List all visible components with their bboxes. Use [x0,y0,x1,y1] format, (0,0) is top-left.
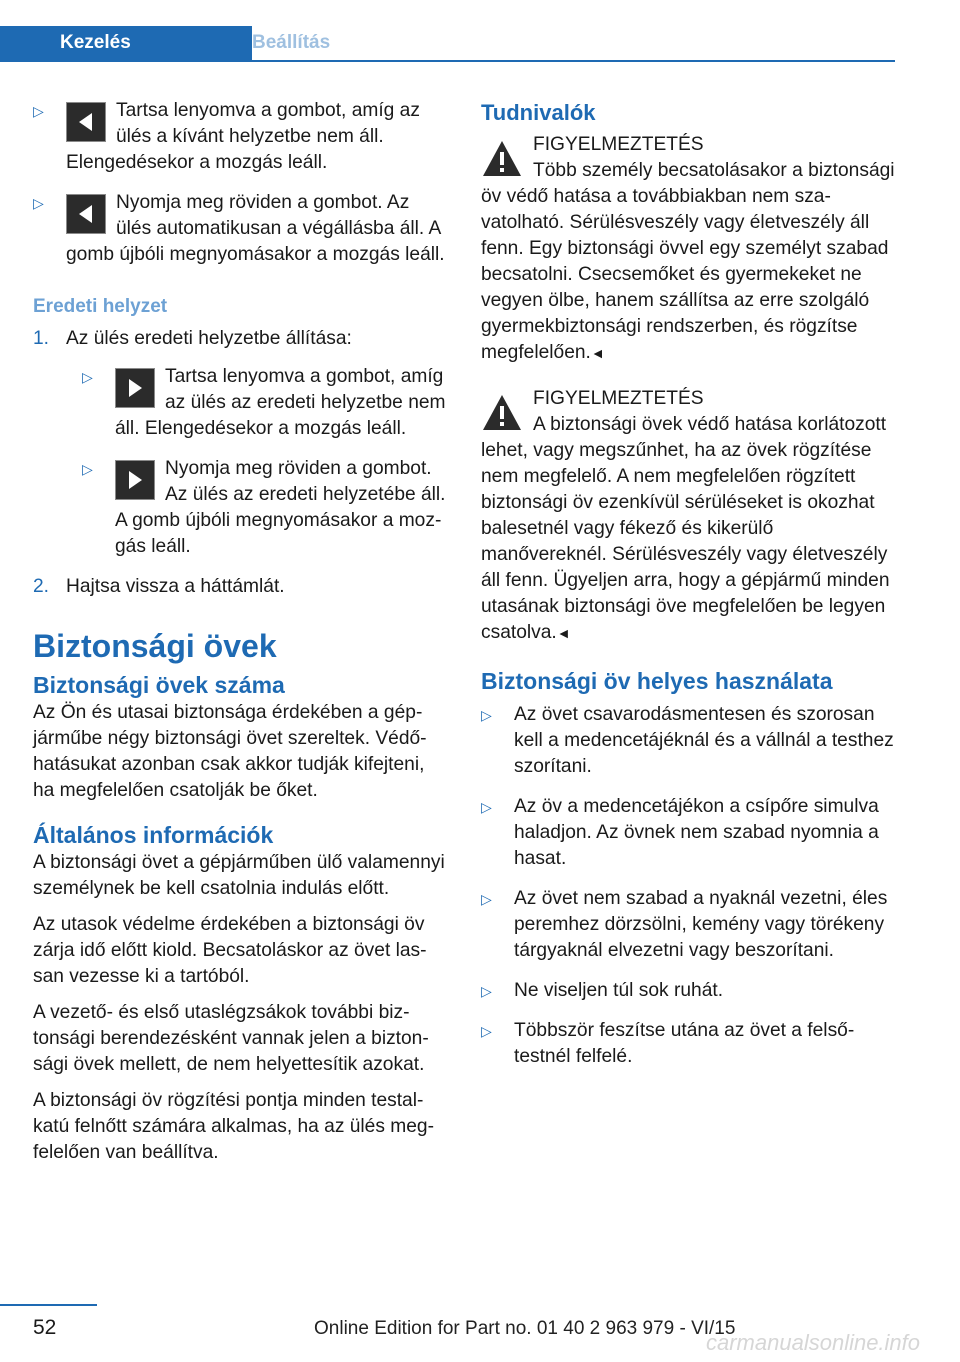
warning-title: FIGYELMEZTETÉS [533,134,704,155]
paragraph: A vezető- és első utaslégzsákok további biztonsági berendezésként vannak jelen a biztonsági övek mellett, de nem helyettesítik azokat. [33,1002,429,1075]
list-item-text: Az övet csavarodásmentesen és szorosan kell a medencetájéknál és a vállnál a testhez szorítani. [514,704,894,777]
bullet-triangle-icon: ▷ [481,799,492,815]
section-heading: Tudnivalók [481,100,596,125]
list-item [481,1018,895,1070]
tab-kezeles[interactable]: Kezelés [0,26,252,60]
list-item [481,978,895,1004]
seat-left-button-icon [66,102,106,142]
list-item-text: Az övet nem szabad a nyaknál vezetni, éles peremhez dörzsölni, kemény vagy törékeny tárgyaknál elvezetni vagy beszorítani. [514,888,888,961]
item-text: Az ülés eredeti helyzetbe állítása: [66,328,352,349]
page-number: 52 [33,1316,57,1339]
list-item-text: Nyomja meg röviden a gombot. Az ülés automatikusan a végállásba áll. A gomb újbóli megnyomásakor a mozgás leáll. [66,192,445,265]
bullet-triangle-icon: ▷ [481,891,492,907]
list-item-text: Többször feszítse utána az övet a felsőtestnél felfelé. [514,1020,855,1067]
list-item [481,702,895,780]
bullet-triangle-icon: ▷ [33,103,44,119]
list-item-text: Az öv a medencetájékon a csípőre simulva haladjon. Az övnek nem szabad nyomnia a hasat. [514,796,879,869]
warning-block [481,132,895,366]
numbered-item [33,574,448,600]
section-heading: Eredeti helyzet [33,296,168,317]
list-item-text: Tartsa lenyomva a gombot, amíg az ülés az eredeti helyzetbe nem áll. Elengedésekor a mozgás leáll. [115,366,446,439]
paragraph: Az utasok védelme érdekében a biztonsági öv zárja idő előtt kiold. Becsatoláskor az övet lassan vezesse ki a tartóból. [33,914,427,987]
right-column [481,98,895,1084]
footer-divider [0,1304,97,1306]
header-tabs [0,26,895,62]
left-column [33,98,448,1176]
section-heading: Biztonsági övek száma [33,672,285,698]
warning-text: A biztonsági övek védő hatása korlátozott lehet, vagy megszűnhet, ha az övek rögzítése nem megfelelő. A nem megfelelően rögzített biztonsági öv ezenkívül sérüléseket is okozhat balesetnél vagy fékező és kikerülő manővereknél. Sérülésveszély vagy életveszély áll fenn. Ügyeljen arra, hogy a gépjármű minden utasának biztonsági öve megfelelően be legyen csatolva. [481,414,890,643]
bullet-triangle-icon: ▷ [481,983,492,999]
warning-text: Több személy becsatolásakor a biztonsági öv védő hatása a továbbiakban nem szavatolható. Sérülésveszély vagy életveszély áll fenn. Egy biztonsági övvel egy személyt szabad becsatolni. Csecsemőket és gyermekeket ne vegyen ölbe, hanem szállítsa az erre szolgáló gyermekbiztonsági rendszerben, és rögzítse megfelelően. [481,160,895,363]
item-text: Hajtsa vissza a háttámlát. [66,576,285,597]
list-item [33,190,448,268]
end-mark: ◄ [590,345,605,361]
warning-icon [481,392,523,434]
bullet-triangle-icon: ▷ [481,1023,492,1039]
list-item [33,456,448,560]
item-number: 2. [33,576,50,597]
bullet-triangle-icon: ▷ [82,369,93,385]
paragraph: Az Ön és utasai biztonsága érdekében a gépjárműbe négy biztonsági övet szereltek. Védőhatásukat azonban csak akkor tudják kifejteni, ha megfelelően csatolják be őket. [33,702,427,801]
list-item [33,364,448,442]
list-item [33,98,448,176]
watermark: carmanualsonline.info [706,1330,921,1355]
section-heading: Biztonsági öv helyes használata [481,668,833,694]
tab-beallitas[interactable]: Beállítás [252,32,331,53]
list-item-text: Nyomja meg röviden a gombot. Az ülés az eredeti helyzetébe áll. A gomb újbóli megnyomásakor a mozgás leáll. [115,458,446,557]
numbered-item [33,326,448,352]
warning-icon [481,138,523,180]
list-item [481,794,895,872]
list-item-text: Tartsa lenyomva a gombot, amíg az ülés a kívánt helyzetbe nem áll. Elengedésekor a mozgás leáll. [66,100,420,173]
chapter-title: Biztonsági övek [33,628,277,664]
seat-left-button-icon [66,194,106,234]
edition-text: Online Edition for Part no. 01 40 2 963 979 - VI/15 [314,1318,736,1339]
paragraph: A biztonsági öv rögzítési pontja minden testalkatú felnőtt számára alkalmas, ha az ülés megfelelően van beállítva. [33,1090,434,1163]
bullet-triangle-icon: ▷ [33,195,44,211]
seat-right-button-icon [115,460,155,500]
warning-block [481,386,895,646]
bullet-triangle-icon: ▷ [481,707,492,723]
item-number: 1. [33,328,50,349]
end-mark: ◄ [556,625,571,641]
warning-title: FIGYELMEZTETÉS [533,388,704,409]
section-heading: Általános információk [33,822,274,848]
list-item [481,886,895,964]
list-item-text: Ne viseljen túl sok ruhát. [514,980,724,1001]
bullet-triangle-icon: ▷ [82,461,93,477]
header-divider [0,60,895,62]
seat-right-button-icon [115,368,155,408]
paragraph: A biztonsági övet a gépjárműben ülő valamennyi személynek be kell csatolnia indulás előtt. [33,852,445,899]
